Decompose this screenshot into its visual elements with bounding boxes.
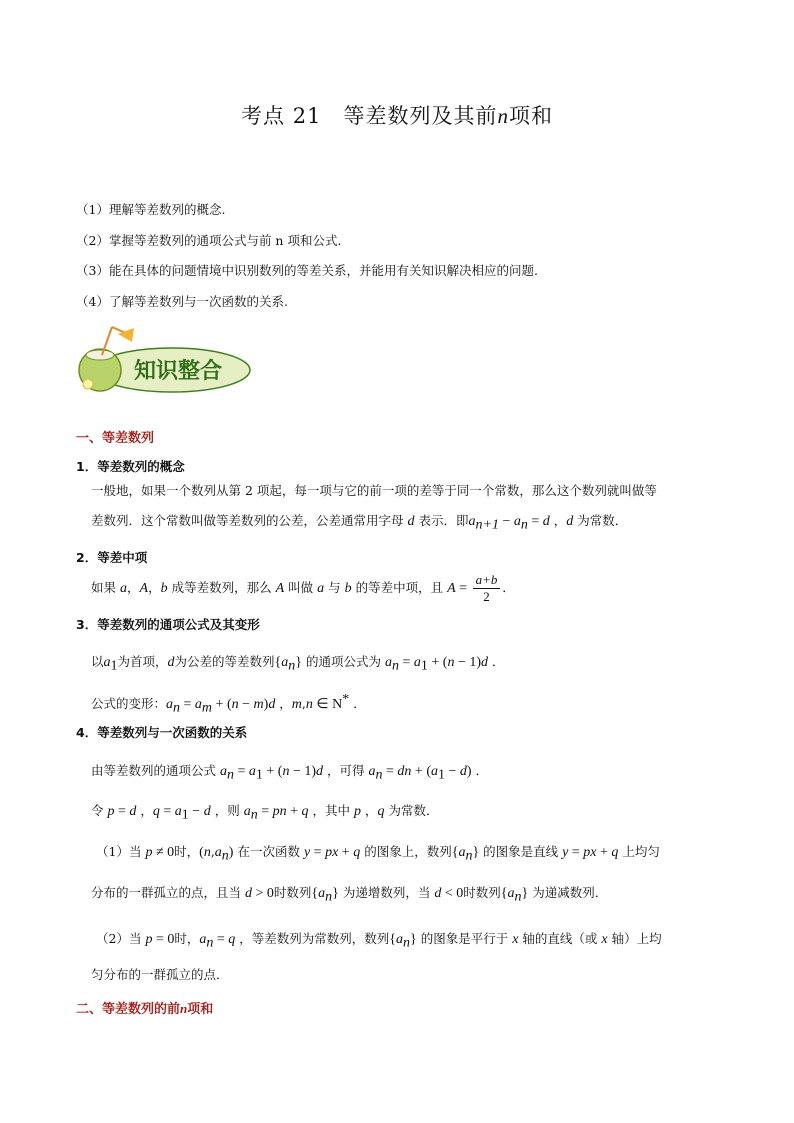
- paragraph: 差数列．这个常数叫做等差数列的公差，公差通常用字母 d 表示．即$a_{n+1} - a_n = d$ ，d 为常数．: [91, 513, 628, 533]
- goal-item: （3）能在具体的问题情境中识别数列的等差关系，并能用有关知识解决相应的问题.: [76, 263, 538, 278]
- flower-icon: [83, 379, 93, 389]
- paragraph: 一般地，如果一个数列从第 2 项起，每一项与它的前一项的差等于同一个常数，那么这个数列就叫做等: [91, 483, 657, 498]
- knowledge-banner: [72, 322, 252, 402]
- paragraph: （1）当 p ≠ 0时，$(n,a_n)$ 在一次函数 y = px + q 的图象上，数列$\{a_n\}$ 的图象是直线 y = px + q 上均匀: [96, 844, 660, 864]
- paragraph: （2）当 p = 0时，$a_n = q$ ，等差数列为常数列，数列$\{a_n\}$ 的图象是平行于 x 轴的直线（或 x 轴）上均: [96, 931, 662, 951]
- subsection-heading: 1．等差数列的概念: [76, 459, 185, 474]
- banner-text: 知识整合: [134, 359, 223, 384]
- goal-item: （2）掌握等差数列的通项公式与前 n 项和公式.: [76, 232, 342, 248]
- page-title: 考点 21 等差数列及其前n项和: [241, 104, 553, 128]
- paragraph: 令 p = d ，$q = a_1 - d$ ，则 $a_n$ = pn + q ，其中 p ，q 为常数．: [91, 803, 439, 823]
- subsection-heading: 3．等差数列的通项公式及其变形: [76, 617, 260, 632]
- section-heading: 二、等差数列的前n项和: [76, 1001, 214, 1017]
- paragraph: 匀分布的一群孤立的点．: [91, 967, 229, 982]
- section-heading: 一、等差数列: [76, 431, 155, 446]
- paragraph: 由等差数列的通项公式 $a_n = a_1 + (n - 1)d$ ，可得 $a_n$ = dn + $(a_1 - d)$ ．: [91, 763, 489, 783]
- subsection-heading: 4．等差数列与一次函数的关系: [76, 725, 248, 740]
- paragraph: 如果 a，A，b 成等差数列，那么 A 叫做 a 与 b 的等差中项，且 A = $\frac{a+b}{2}$ ．: [91, 572, 515, 604]
- goal-item: （4）了解等差数列与一次函数的关系.: [76, 293, 288, 309]
- goal-item: （1）理解等差数列的概念.: [76, 202, 226, 217]
- learning-goals: [76, 195, 538, 317]
- subsection-heading: 2．等差中项: [76, 550, 148, 565]
- paragraph: 以$a_1$为首项，d为公差的等差数列$\{a_n\}$ 的通项公式为 $a_n = a_1 + (n - 1)d$ ．: [91, 654, 505, 674]
- paragraph: 公式的变形：$a_n = a_m + (n - m)d$ ，m,n ∈ N* ．: [91, 692, 366, 716]
- paragraph: 分布的一群孤立的点，且当 d > 0时数列$\{a_n\}$ 为递增数列，当 d < 0时数列$\{a_n\}$ 为递减数列．: [91, 885, 608, 905]
